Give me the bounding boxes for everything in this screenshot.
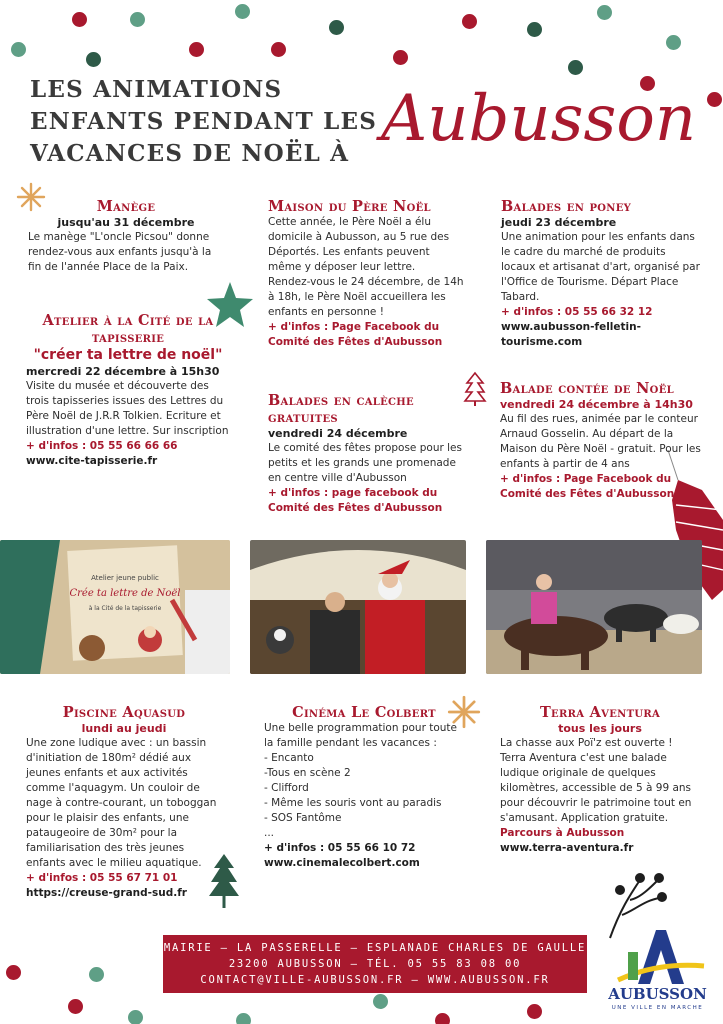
poney-section <box>501 198 701 350</box>
terra-title: Terra Aventura <box>539 704 661 721</box>
poney-info: + d'infos : 05 55 66 32 12 <box>501 306 653 318</box>
contee-text: Au fil des rues, animée par le conteur Arnaud Gosselin. Au départ de la Maison du Père Noël - gratuit. Pour les enfants à partir de 4 ans <box>500 413 701 470</box>
cinema-title: Cinéma Le Colbert <box>292 704 436 721</box>
cinema-film: ... <box>264 827 275 839</box>
terra-section <box>500 704 700 856</box>
manege-date: jusqu'au 31 décembre <box>57 216 195 229</box>
poney-link[interactable]: www.aubusson-felletin-tourisme.com <box>501 321 641 348</box>
logo-tagline: UNE VILLE EN MARCHE <box>611 1005 704 1011</box>
piscine-section <box>26 704 222 901</box>
cinema-film: -Tous en scène 2 <box>264 767 351 779</box>
photo-caleche <box>250 540 466 674</box>
contee-section <box>500 380 713 502</box>
confetti-dot <box>666 35 681 50</box>
confetti-dot <box>271 42 286 57</box>
photo-atelier-caption: à la Cité de la tapisserie <box>88 605 162 612</box>
confetti-dot <box>329 20 344 35</box>
cinema-film: - Encanto <box>264 752 314 764</box>
poney-title: Balades en poney <box>501 198 632 215</box>
terra-link[interactable]: www.terra-aventura.fr <box>500 842 634 854</box>
confetti-dot <box>72 12 87 27</box>
cinema-film-list <box>264 751 464 841</box>
contee-date: vendredi 24 décembre à 14h30 <box>500 398 693 411</box>
headline-line: ENFANTS PENDANT LES <box>30 108 378 135</box>
terra-info: Parcours à Aubusson <box>500 827 625 839</box>
terra-text: La chasse aux Poï'z est ouverte ! Terra Aventura c'est une balade ludique originale de quelques kilomètres, accessible de 5 à 99 ans pour découvrir le patrimoine tout en s'amusant. Application gratuite. <box>500 737 692 824</box>
manege-title: Manège <box>96 198 156 215</box>
confetti-dot <box>89 967 104 982</box>
headline-line: LES ANIMATIONS <box>30 76 283 103</box>
confetti-dot <box>462 14 477 29</box>
tree-icon <box>463 371 487 407</box>
footer-line: 23200 AUBUSSON – TÉL. 05 55 83 08 00 <box>228 958 522 970</box>
atelier-section <box>26 312 230 469</box>
atelier-info: + d'infos : 05 55 66 66 66 <box>26 440 178 452</box>
confetti-dot <box>130 12 145 27</box>
manege-section <box>28 198 224 275</box>
photo-atelier-drawing <box>0 540 230 674</box>
aubusson-logo-mark <box>608 922 708 988</box>
atelier-date: mercredi 22 décembre à 15h30 <box>26 365 220 378</box>
confetti-dot <box>373 994 388 1009</box>
photo-atelier-small: Atelier jeune public <box>91 574 159 582</box>
confetti-dot <box>236 1013 251 1024</box>
footer-line: CONTACT@VILLE-AUBUSSON.FR – WWW.AUBUSSON.FR <box>200 974 550 986</box>
piscine-days: lundi au jeudi <box>81 722 167 735</box>
piscine-info: + d'infos : 05 55 67 71 01 <box>26 872 178 884</box>
pere-noel-text <box>268 215 464 320</box>
cinema-link[interactable]: www.cinemalecolbert.com <box>264 857 420 869</box>
pere-noel-paragraph: Cette année, le Père Noël a élu domicile à Aubusson, au 5 rue des Déportés. Les enfants peuvent même y déposer leur lettre. <box>268 216 450 273</box>
confetti-dot <box>235 4 250 19</box>
atelier-title: Atelier à la Cité de la tapisserie <box>42 312 214 346</box>
contee-title: Balade contée de Noël <box>500 380 674 397</box>
logo-name: AUBUSSON <box>608 985 707 1003</box>
pere-noel-paragraph: Rendez-vous le 24 décembre, de 14h à 18h, le Père Noël accueillera les enfants en personne ! <box>268 276 464 318</box>
caleche-section <box>268 392 464 516</box>
script-title-text: Aubusson <box>381 82 697 156</box>
headline <box>30 74 390 170</box>
cinema-text: Une belle programmation pour toute la famille pendant les vacances : <box>264 722 457 749</box>
photo-caleche-drawing <box>250 540 466 674</box>
cinema-film: - Même les souris vont au paradis <box>264 797 442 809</box>
confetti-dot <box>189 42 204 57</box>
piscine-title: Piscine Aquasud <box>62 704 186 721</box>
terra-days: tous les jours <box>558 722 642 735</box>
photo-poney <box>486 540 702 674</box>
cinema-film: - Clifford <box>264 782 309 794</box>
atelier-text: Visite du musée et découverte des trois tapisseries issues des Lettres du Père Noël de J.R.R Tolkien. Ecriture et illustration d'une lettre. Sur inscription <box>26 380 229 437</box>
cinema-info: + d'infos : 05 55 66 10 72 <box>264 842 416 854</box>
footer-line: MAIRIE – LA PASSERELLE – ESPLANADE CHARLES DE GAULLE <box>163 942 587 954</box>
poney-text: Une animation pour les enfants dans le cadre du marché de produits locaux et artisanat d'art, organisé par l'Office de Tourisme. Départ Place Tabard. <box>501 231 700 303</box>
poney-date: jeudi 23 décembre <box>501 216 617 229</box>
manege-text: Le manège "L'oncle Picsou" donne rendez-vous aux enfants jusqu'à la fin de l'année Place de la Paix. <box>28 231 212 273</box>
photo-atelier-heading: Crée ta lettre de Noël <box>69 588 181 599</box>
photo-atelier <box>0 540 230 674</box>
confetti-dot <box>527 1004 542 1019</box>
pere-noel-info: + d'infos : Page Facebook du Comité des Fêtes d'Aubusson <box>268 321 443 348</box>
caleche-info: + d'infos : page facebook du Comité des Fêtes d'Aubusson <box>268 487 443 514</box>
script-title <box>375 52 705 172</box>
contee-info: + d'infos : Page Facebook du Comité des Fêtes d'Aubusson <box>500 473 675 500</box>
confetti-dot <box>527 22 542 37</box>
confetti-dot <box>11 42 26 57</box>
atelier-link[interactable]: www.cite-tapisserie.fr <box>26 455 158 467</box>
caleche-title: Balades en calèche gratuites <box>268 392 414 426</box>
confetti-dot <box>435 1013 450 1024</box>
atelier-quote: "créer ta lettre de noël" <box>33 347 223 363</box>
caleche-text: Le comité des fêtes propose pour les petits et les grands une promenade en centre ville d'Aubusson <box>268 442 462 484</box>
cinema-film: - SOS Fantôme <box>264 812 342 824</box>
piscine-link[interactable]: https://creuse-grand-sud.fr <box>26 887 187 899</box>
confetti-dot <box>128 1010 143 1024</box>
footer-contact <box>163 935 587 993</box>
confetti-dot <box>68 999 83 1014</box>
confetti-dot <box>86 52 101 67</box>
confetti-dot <box>707 92 722 107</box>
pere-noel-section <box>268 198 464 350</box>
confetti-dot <box>597 5 612 20</box>
piscine-text: Une zone ludique avec : un bassin d'initiation de 180m² dédié aux jeunes enfants et aux activités comme l'aquagym. Un couloir de nage à contre-courant, un toboggan pour le plaisir des enfants, une pataugeoire de 30m² pour la familiarisation des très jeunes enfants avec le milieu aquatique. <box>26 737 217 869</box>
cinema-section <box>264 704 464 871</box>
confetti-dot <box>6 965 21 980</box>
caleche-date: vendredi 24 décembre <box>268 427 408 440</box>
headline-line: VACANCES DE NOËL À <box>30 140 350 167</box>
pere-noel-title: Maison du Père Noël <box>268 198 431 215</box>
photo-poney-drawing <box>486 540 702 674</box>
